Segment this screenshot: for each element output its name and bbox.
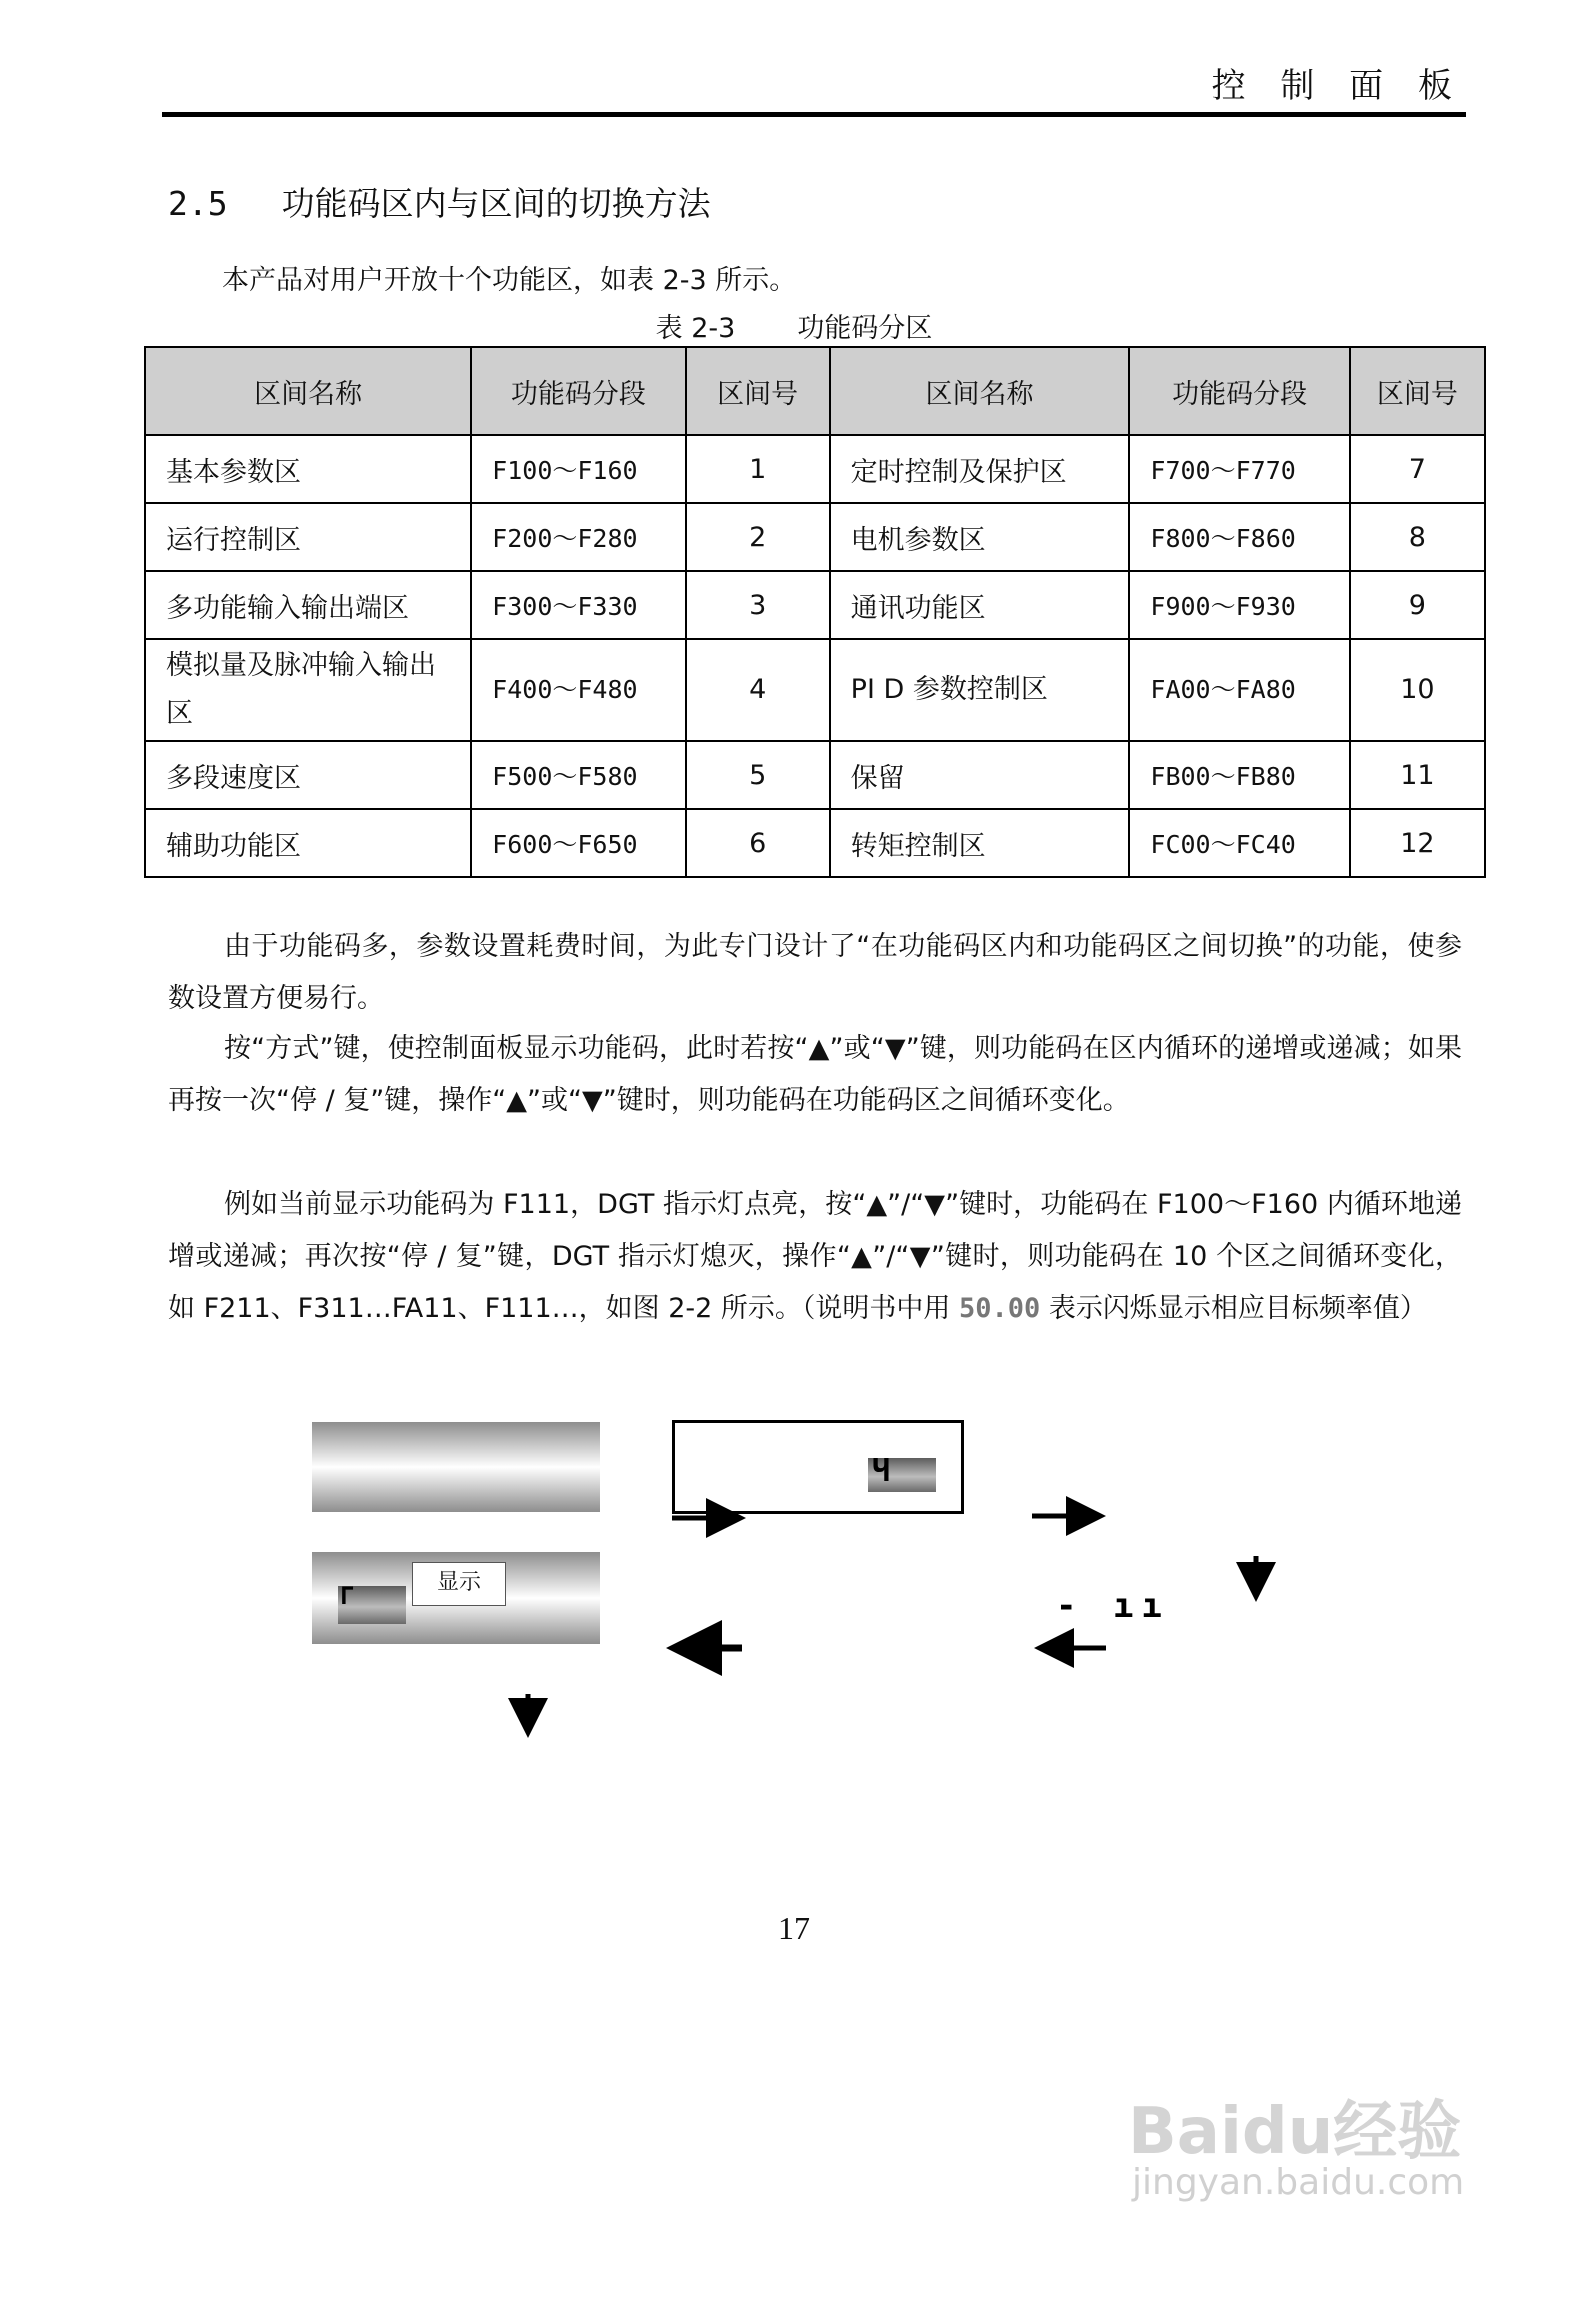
table-row <box>145 571 1485 639</box>
code-range-cell: F700～F770 <box>1129 435 1349 503</box>
table-header-row <box>145 347 1485 435</box>
zone-name-cell: 模拟量及脉冲输入输出区 <box>145 639 471 741</box>
table-header-cell: 功能码分段 <box>1129 347 1349 435</box>
zone-name-cell: 运行控制区 <box>145 503 471 571</box>
table-row <box>145 435 1485 503</box>
zone-name-cell: 电机参数区 <box>830 503 1130 571</box>
header-rule <box>162 112 1466 117</box>
code-range-cell: F500～F580 <box>471 741 686 809</box>
table-header-cell: 区间号 <box>1350 347 1485 435</box>
zone-name-cell: 保留 <box>830 741 1130 809</box>
table-row <box>145 809 1485 877</box>
zone-number-cell: 10 <box>1350 639 1485 741</box>
segment-glyph: Ч <box>872 1454 891 1489</box>
zone-number-cell: 5 <box>686 741 830 809</box>
display-label: 显示 <box>412 1562 506 1606</box>
intro-text: 本产品对用户开放十个功能区，如表 2-3 所示。 <box>222 265 797 296</box>
zone-number-cell: 7 <box>1350 435 1485 503</box>
paragraph-2: 按“方式”键，使控制面板显示功能码，此时若按“▲”或“▼”键，则功能码在区内循环的递增或递减；如果再按一次“停 / 复”键，操作“▲”或“▼”键时，则功能码在功能码区之间循环变化。 <box>168 1033 1463 1116</box>
segment-glyph: - ıı <box>1056 1586 1170 1626</box>
zone-number-cell: 6 <box>686 809 830 877</box>
zone-number-cell: 3 <box>686 571 830 639</box>
code-range-cell: F600～F650 <box>471 809 686 877</box>
zone-name-cell: 转矩控制区 <box>830 809 1130 877</box>
zone-name-cell: 基本参数区 <box>145 435 471 503</box>
code-range-cell: F100～F160 <box>471 435 686 503</box>
section-title: 功能码区内与区间的切换方法 <box>281 184 711 223</box>
zone-number-cell: 2 <box>686 503 830 571</box>
zone-name-cell: 多段速度区 <box>145 741 471 809</box>
table-header-cell: 功能码分段 <box>471 347 686 435</box>
table-header-cell: 区间名称 <box>145 347 471 435</box>
table-caption-number: 表 2-3 <box>655 313 736 344</box>
paragraph-3-text-end: 表示闪烁显示相应目标频率值） <box>1040 1293 1427 1324</box>
code-range-cell: F300～F330 <box>471 571 686 639</box>
function-zone-table <box>144 346 1486 878</box>
code-range-cell: F800～F860 <box>1129 503 1349 571</box>
segment-glyph: Г <box>340 1582 355 1610</box>
code-range-cell: FB00～FB80 <box>1129 741 1349 809</box>
zone-number-cell: 8 <box>1350 503 1485 571</box>
code-range-cell: F900～F930 <box>1129 571 1349 639</box>
zone-name-cell: PI D 参数控制区 <box>830 639 1130 741</box>
section-number: 2.5 <box>168 184 228 223</box>
paragraph-1: 由于功能码多，参数设置耗费时间，为此专门设计了“在功能码区内和功能码区之间切换”的功能，使参数设置方便易行。 <box>168 931 1462 1014</box>
display-panel-top <box>312 1422 600 1512</box>
watermark-logo: Baidu经验 <box>1128 2095 1462 2169</box>
zone-number-cell: 9 <box>1350 571 1485 639</box>
zone-number-cell: 11 <box>1350 741 1485 809</box>
table-header-cell: 区间号 <box>686 347 830 435</box>
header-title: 控 制 面 板 <box>1211 66 1464 106</box>
zone-number-cell: 12 <box>1350 809 1485 877</box>
paragraph-3 <box>168 1179 1462 1335</box>
zone-name-cell: 通讯功能区 <box>830 571 1130 639</box>
code-range-cell: F400～F480 <box>471 639 686 741</box>
table-caption <box>0 306 1588 345</box>
page-number: 17 <box>778 1910 810 1946</box>
table-row <box>145 503 1485 571</box>
zone-number-cell: 1 <box>686 435 830 503</box>
code-range-cell: FC00～FC40 <box>1129 809 1349 877</box>
watermark-url: jingyan.baidu.com <box>1132 2162 1465 2203</box>
section-heading <box>168 178 711 225</box>
table-header-cell: 区间名称 <box>830 347 1130 435</box>
blink-display-sample: 50.00 <box>959 1293 1041 1324</box>
code-range-cell: F200～F280 <box>471 503 686 571</box>
code-range-cell: FA00～FA80 <box>1129 639 1349 741</box>
paragraph-3-text: 例如当前显示功能码为 F111，DGT 指示灯点亮，按“▲”/“▼”键时，功能码在 F100～F160 内循环地递增或递减；再次按“停 / 复”键，DGT 指示灯熄灭，操作“▲”/“▼”键时，则功能码在 10 个区之间循环变化，如 F211、F311…FA11、F111…，如图 2-2 所示。（说明书中用 <box>168 1189 1462 1324</box>
zone-number-cell: 4 <box>686 639 830 741</box>
table-row <box>145 639 1485 741</box>
zone-name-cell: 辅助功能区 <box>145 809 471 877</box>
table-row <box>145 741 1485 809</box>
table-caption-title: 功能码分区 <box>797 313 933 344</box>
zone-name-cell: 多功能输入输出端区 <box>145 571 471 639</box>
zone-name-cell: 定时控制及保护区 <box>830 435 1130 503</box>
